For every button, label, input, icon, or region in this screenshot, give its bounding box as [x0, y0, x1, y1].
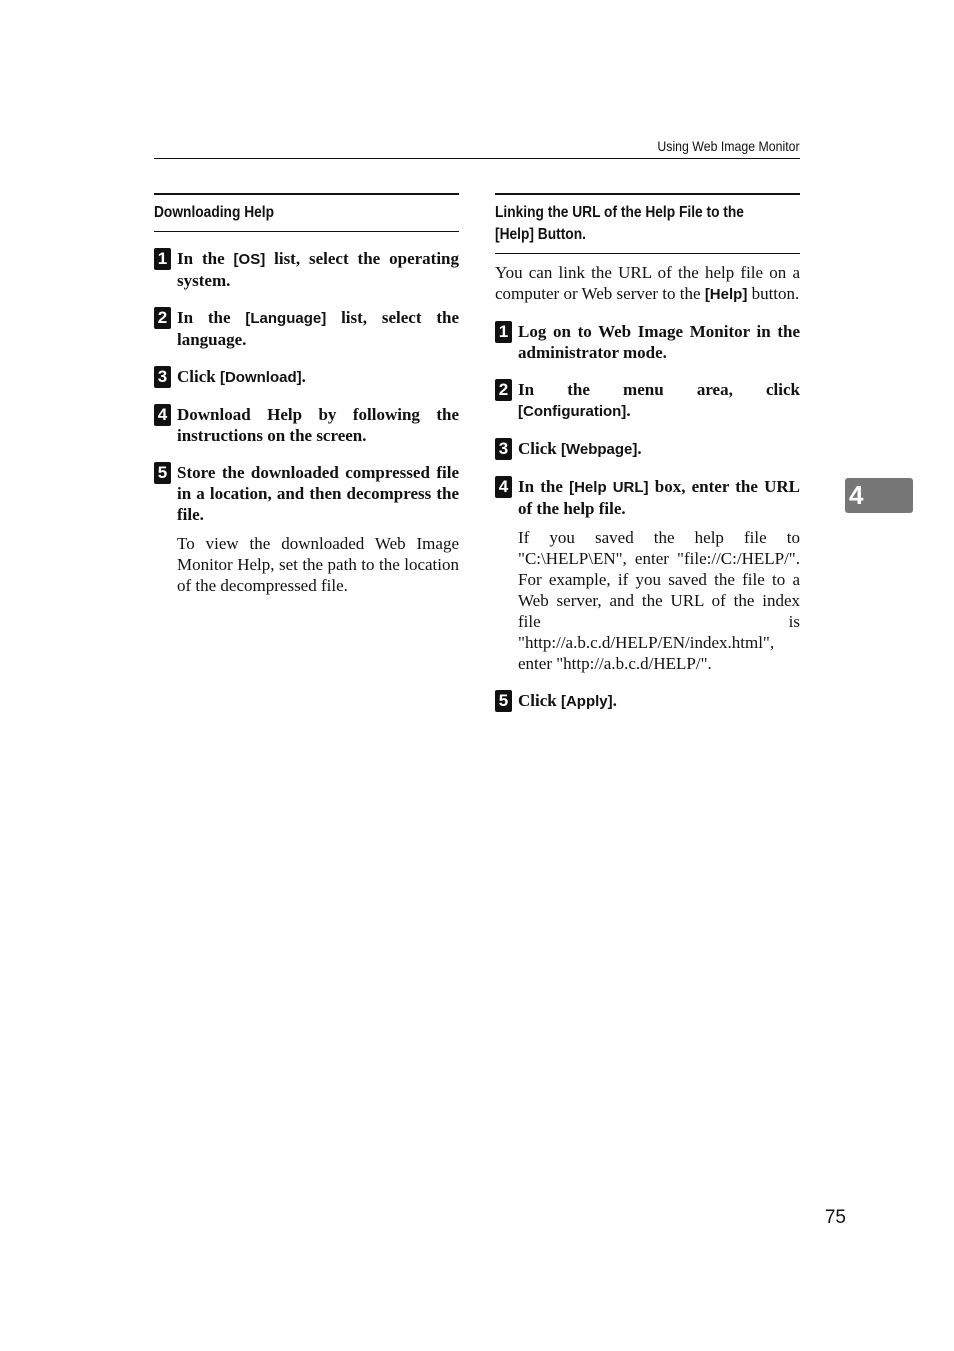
configuration-menu-label: [Configuration]	[518, 403, 627, 420]
step-1	[495, 321, 800, 363]
step-text: Download Help by following the instructions on the screen.	[177, 405, 459, 445]
step-4	[154, 404, 459, 446]
page-number: 75	[824, 1207, 846, 1228]
section-heading	[495, 193, 800, 254]
step-text: Click [Download].	[177, 367, 306, 386]
step-number: 1	[495, 321, 512, 343]
step-3	[154, 366, 459, 388]
step-number: 5	[495, 690, 512, 712]
step-note: If you saved the help file to "C:\HELP\EN", enter "file://C:/HELP/". For example, if you saved the file to a Web server, and the URL of the index file is "http://a.b.c.d/HELP/EN/index.html", enter "http://a.b.c.d/HELP/".	[518, 528, 800, 673]
webpage-menu-label: [Webpage]	[560, 441, 638, 458]
running-header: Using Web Image Monitor	[657, 138, 800, 154]
help-url-box-label: [Help URL]	[569, 479, 649, 496]
step-text: In the menu area, click [Configuration].	[518, 380, 800, 420]
section-title: Downloading Help	[154, 204, 275, 221]
apply-button-label: [Apply]	[560, 693, 613, 710]
download-button-label: [Download]	[219, 369, 302, 386]
step-number: 4	[154, 404, 171, 426]
step-number: 1	[154, 248, 171, 270]
step-text: Store the downloaded compressed file in a location, and then decompress the file.	[177, 463, 459, 524]
step-text: In the [Help URL] box, enter the URL of the help file.	[518, 477, 800, 518]
step-number: 3	[154, 366, 171, 388]
downloading-help-section	[154, 193, 459, 596]
language-list-label: [Language]	[245, 310, 327, 327]
step-text: Log on to Web Image Monitor in the administrator mode.	[518, 322, 800, 362]
os-list-label: [OS]	[233, 251, 266, 268]
chapter-tab: 4	[845, 478, 913, 513]
step-number: 3	[495, 438, 512, 460]
header-rule	[154, 158, 800, 159]
step-number: 5	[154, 462, 171, 484]
step-5	[495, 690, 800, 712]
intro-paragraph: You can link the URL of the help file on a computer or Web server to the [Help] button.	[495, 263, 800, 303]
section-title-line-1: Linking the URL of the Help File to the	[495, 204, 744, 221]
step-4	[495, 476, 800, 674]
step-text: Click [Webpage].	[518, 439, 642, 458]
step-text: In the [OS] list, select the operating system.	[177, 249, 459, 290]
step-2	[495, 379, 800, 422]
step-3	[495, 438, 800, 460]
step-number: 2	[495, 379, 512, 401]
step-5	[154, 462, 459, 596]
section-title-line-2: [Help] Button.	[495, 226, 586, 243]
step-1	[154, 248, 459, 291]
step-number: 2	[154, 307, 171, 329]
step-text: In the [Language] list, select the language.	[177, 308, 459, 349]
help-button-label: [Help]	[704, 286, 748, 303]
step-note: To view the downloaded Web Image Monitor Help, set the path to the location of the decompressed file.	[177, 534, 459, 595]
step-2	[154, 307, 459, 350]
linking-help-url-section	[495, 193, 800, 712]
section-heading	[154, 193, 459, 232]
step-number: 4	[495, 476, 512, 498]
step-text: Click [Apply].	[518, 691, 617, 710]
